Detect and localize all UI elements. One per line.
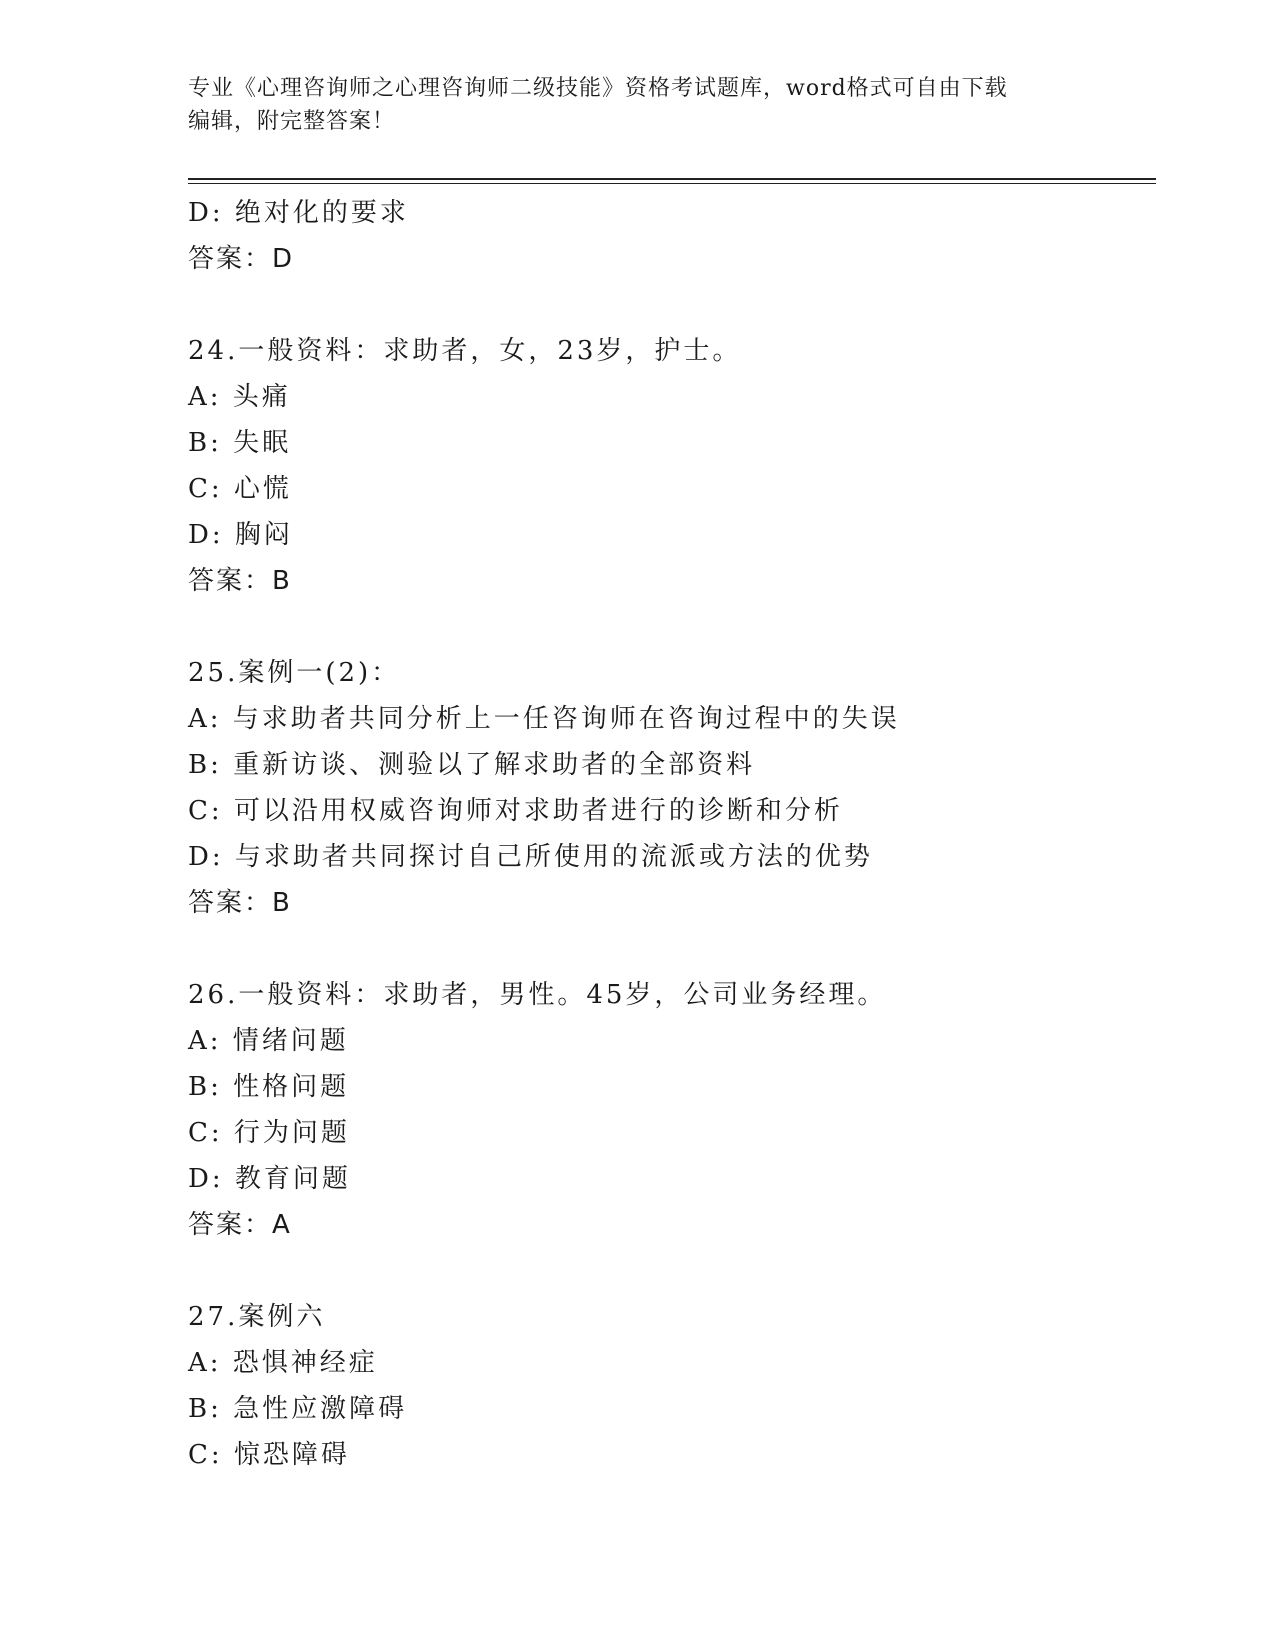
spacer	[188, 604, 1148, 650]
option-line: D: 与求助者共同探讨自己所使用的流派或方法的优势	[188, 842, 873, 872]
header-line-1: 专业《心理咨询师之心理咨询师二级技能》资格考试题库，word格式可自由下载	[188, 76, 1008, 101]
answer-line: 答案：B	[188, 566, 292, 596]
question-title: 27.案例六	[188, 1302, 326, 1332]
option-line: D: 胸闷	[188, 520, 293, 550]
option-line: A: 情绪问题	[188, 1026, 349, 1056]
option-line: B: 急性应激障碍	[188, 1394, 408, 1424]
answer-line: 答案：D	[188, 244, 295, 274]
option-line: A: 恐惧神经症	[188, 1348, 378, 1378]
question-block	[188, 190, 1148, 282]
answer-line: 答案：A	[188, 1210, 292, 1240]
question-list	[188, 190, 1148, 1478]
option-line: B: 失眠	[188, 428, 292, 458]
question-block	[188, 328, 1148, 604]
question-block	[188, 650, 1148, 926]
spacer	[188, 926, 1148, 972]
header-line-2: 编辑，附完整答案！	[188, 109, 396, 134]
answer-line: 答案：B	[188, 888, 292, 918]
option-line: B: 性格问题	[188, 1072, 350, 1102]
option-line: D: 教育问题	[188, 1164, 351, 1194]
option-line: C: 行为问题	[188, 1118, 350, 1148]
header-rule-thick	[188, 178, 1156, 180]
option-line: D: 绝对化的要求	[188, 198, 409, 228]
spacer	[188, 1248, 1148, 1294]
option-line: C: 心慌	[188, 474, 292, 504]
question-title: 25.案例一(2)：	[188, 658, 401, 688]
question-title: 26.一般资料：求助者，男性。45岁，公司业务经理。	[188, 980, 887, 1010]
option-line: B: 重新访谈、测验以了解求助者的全部资料	[188, 750, 756, 780]
option-line: A: 头痛	[188, 382, 291, 412]
header-rule-thin	[188, 183, 1156, 184]
question-block	[188, 972, 1148, 1248]
document-header	[188, 72, 1088, 138]
option-line: C: 惊恐障碍	[188, 1440, 350, 1470]
spacer	[188, 282, 1148, 328]
option-line: A: 与求助者共同分析上一任咨询师在咨询过程中的失误	[188, 704, 900, 734]
option-line: C: 可以沿用权威咨询师对求助者进行的诊断和分析	[188, 796, 843, 826]
question-title: 24.一般资料：求助者，女，23岁，护士。	[188, 336, 742, 366]
question-block	[188, 1294, 1148, 1478]
